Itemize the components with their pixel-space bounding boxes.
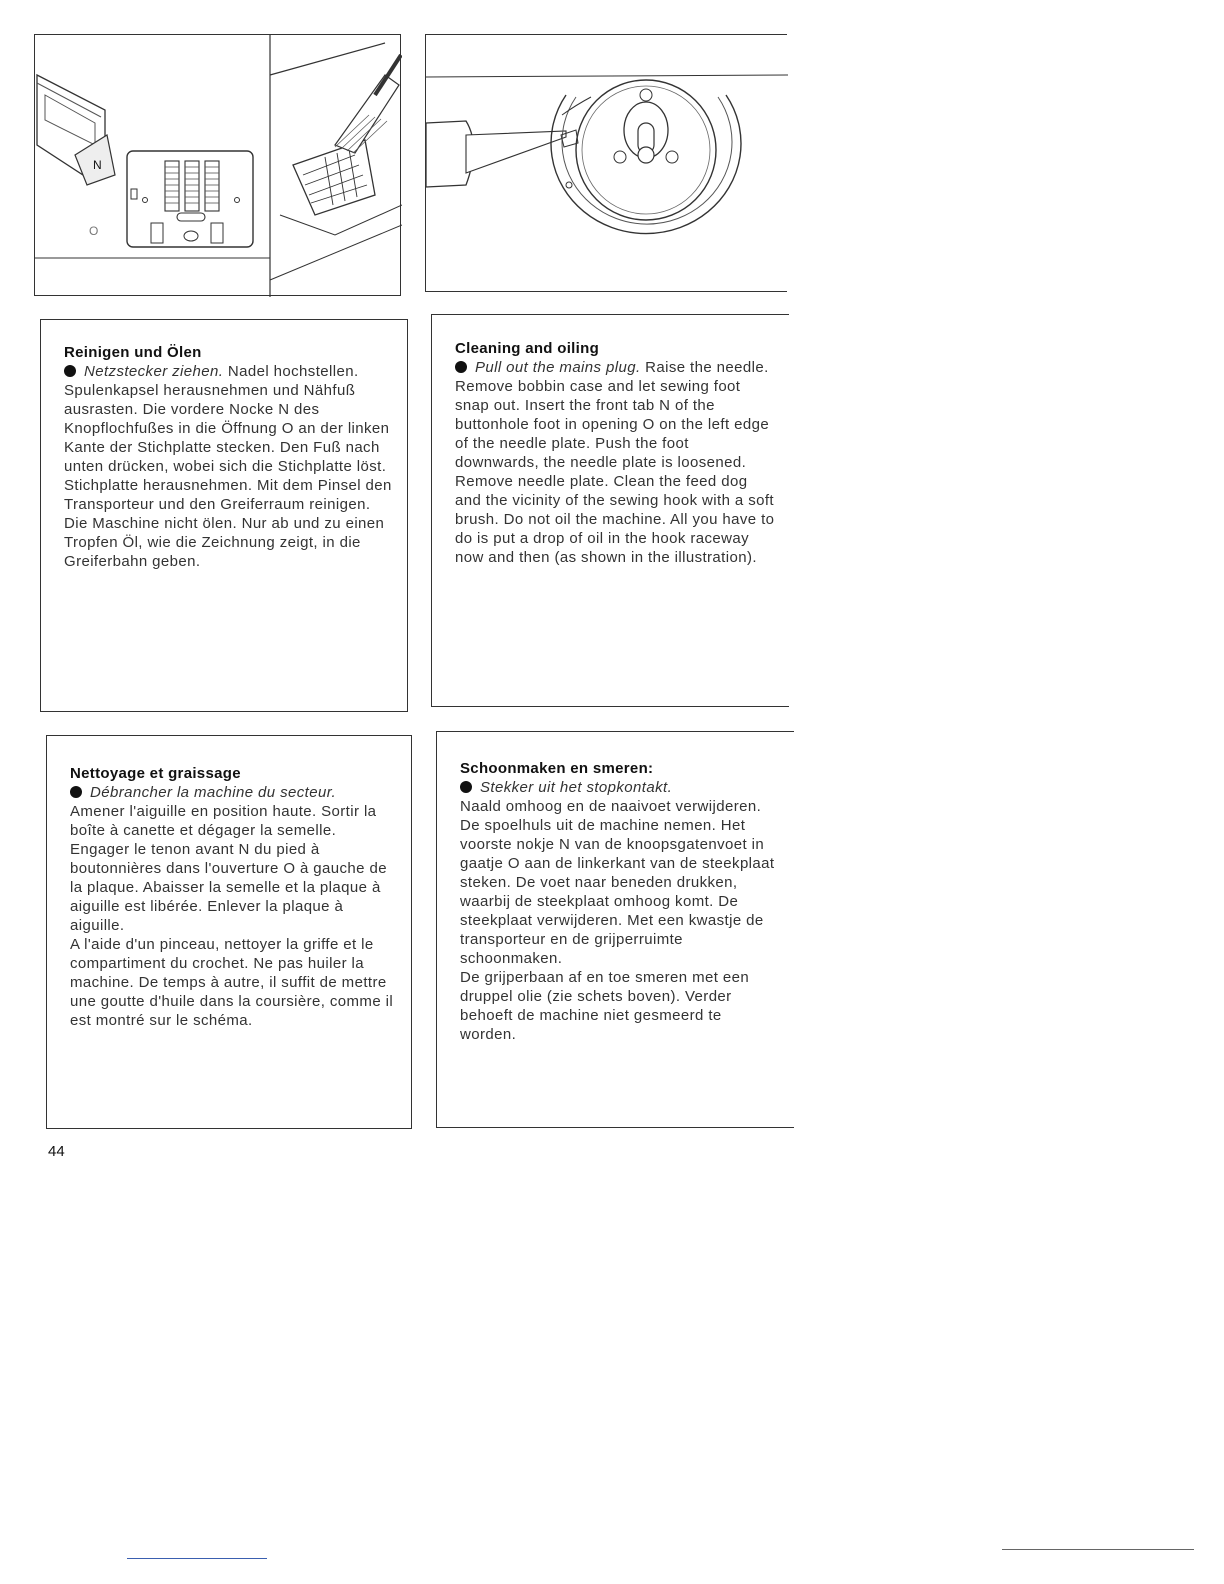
french-body-2: A l'aide d'un pinceau, nettoyer la griffe et le compartiment du crochet. Ne pas huiler la machine. De temps à autre, il suffit de mettre une goutte d'huile dans la coursière, comme il est montré sur le schéma. [70, 936, 394, 1029]
english-instructions [455, 339, 775, 567]
dutch-body-1: Naald omhoog en de naaivoet verwijderen. De spoelhuls uit de machine nemen. Het voorste nokje N van de knoopsgatenvoet in gaatje O aan de linkerkant van de steekplaat steken. De voet naar beneden drukken, waarbij de steekplaat omhoog komt. De steekplaat verwijderen. Met een kwastje de transporteur en de grijperruimte schoonmaken. [460, 798, 775, 967]
german-instructions [64, 343, 394, 571]
english-heading: Cleaning and oiling [455, 340, 600, 357]
hook-raceway-oiling-illustration [426, 35, 788, 293]
bullet-icon [70, 786, 82, 798]
french-body-1: Amener l'aiguille en position haute. Sortir la boîte à canette et dégager la semelle. Engager le tenon avant N du pied à boutonnières dans l'ouverture O à gauche de la plaque. Abaisser la semelle et la plaque à aiguille est libérée. Enlever la plaque à aiguille. [70, 803, 387, 934]
dutch-heading: Schoonmaken en smeren: [460, 760, 654, 777]
english-lead: Pull out the mains plug. [475, 359, 641, 376]
german-body: Nadel hochstellen. Spulenkapsel herausnehmen und Nähfuß ausrasten. Die vordere Nocke N des Knopflochfußes in die Öffnung O an der linken Kante der Stichplatte stecken. Den Fuß nach unten drücken, wobei sich die Stichplatte löst. Stichplatte herausnehmen. Mit dem Pinsel den Transporteur und den Greiferraum reinigen. Die Maschine nicht ölen. Nur ab und zu einen Tropfen Öl, wie die Zeichnung zeigt, in die Greiferbahn geben. [64, 363, 392, 570]
label-o: O [89, 224, 99, 238]
page-number: 44 [48, 1143, 65, 1160]
label-n: N [93, 158, 102, 172]
bottom-right-rule [1002, 1549, 1194, 1550]
dutch-instructions [460, 759, 782, 1044]
needle-plate-illustration-frame [34, 34, 401, 296]
english-body: Raise the needle. Remove bobbin case and let sewing foot snap out. Insert the front tab N of the buttonhole foot in opening O on the left edge of the needle plate. Push the foot downwards, the needle plate is loosened. Remove needle plate. Clean the feed dog and the vicinity of the sewing hook with a soft brush. Do not oil the machine. All you have to do is put a drop of oil in the hook raceway now and then (as shown in the illustration). [455, 359, 775, 566]
french-instructions [70, 764, 396, 1030]
french-heading: Nettoyage et graissage [70, 765, 241, 782]
bullet-icon [455, 361, 467, 373]
bottom-left-rule [127, 1558, 267, 1559]
dutch-body-2: De grijperbaan af en toe smeren met een druppel olie (zie schets boven). Verder behoeft de machine niet gesmeerd te worden. [460, 969, 750, 1043]
dutch-lead: Stekker uit het stopkontakt. [480, 779, 673, 796]
bullet-icon [460, 781, 472, 793]
german-heading: Reinigen und Ölen [64, 344, 202, 361]
german-lead: Netzstecker ziehen. [84, 363, 224, 380]
french-lead: Débrancher la machine du secteur. [90, 784, 337, 801]
needle-plate-removal-illustration [35, 35, 402, 297]
bullet-icon [64, 365, 76, 377]
hook-raceway-illustration-frame [425, 34, 787, 292]
